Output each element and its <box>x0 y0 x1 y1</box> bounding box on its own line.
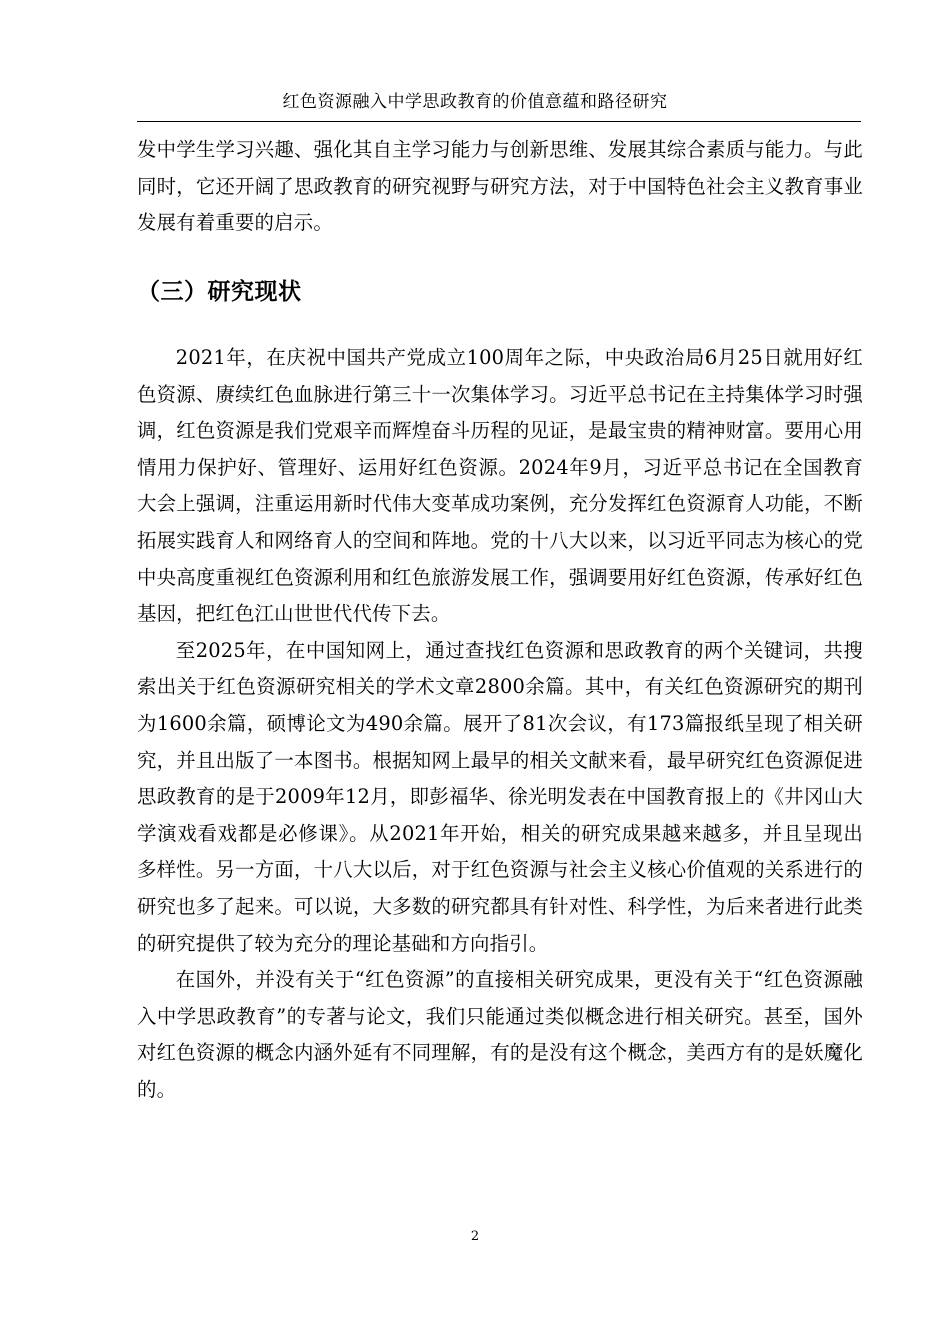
running-header-title: 红色资源融入中学思政教育的价值意蕴和路径研究 <box>282 92 668 112</box>
section-heading: （三）研究现状 <box>137 279 302 305</box>
header-divider <box>137 121 861 122</box>
paragraph-foreign-research: 在国外，并没有关于“红色资源”的直接相关研究成果，更没有关于“红色资源融入中学思政教育”的专著与论文，我们只能通过类似概念进行相关研究。甚至，国外对红色资源的概念内涵外延有不同理解，有的是没有这个概念，美西方有的是妖魔化的。 <box>137 968 863 1101</box>
section-body <box>137 340 863 1108</box>
paragraph-research-background: 2021年，在庆祝中国共产党成立100周年之际，中央政治局6月25日就用好红色资源、赓续红色血脉进行第三十一次集体学习。习近平总书记在主持集体学习时强调，红色资源是我们党艰辛而辉煌奋斗历程的见证，是最宝贵的精神财富。要用心用情用力保护好、管理好、运用好红色资源。2024年9月，习近平总书记在全国教育大会上强调，注重运用新时代伟大变革成功案例，充分发挥红色资源育人功能，不断拓展实践育人和网络育人的空间和阵地。党的十八大以来，以习近平同志为核心的党中央高度重视红色资源利用和红色旅游发展工作，强调要用好红色资源，传承好红色基因，把红色江山世世代代传下去。 <box>137 346 863 626</box>
continued-paragraph: 发中学生学习兴趣、强化其自主学习能力与创新思维、发展其综合素质与能力。与此同时，它还开阔了思政教育的研究视野与研究方法，对于中国特色社会主义教育事业发展有着重要的启示。 <box>137 138 863 235</box>
paragraph-domestic-research: 至2025年，在中国知网上，通过查找红色资源和思政教育的两个关键词，共搜索出关于红色资源研究相关的学术文章2800余篇。其中，有关红色资源研究的期刊为1600余篇，硕博论文为490余篇。展开了81次会议，有173篇报纸呈现了相关研究，并且出版了一本图书。根据知网上最早的相关文献来看，最早研究红色资源促进思政教育的是于2009年12月，即彭福华、徐光明发表在中国教育报上的《井冈山大学演戏看戏都是必修课》。从2021年开始，相关的研究成果越来越多，并且呈现出多样性。另一方面，十八大以后，对于红色资源与社会主义核心价值观的关系进行的研究也多了起来。可以说，大多数的研究都具有针对性、科学性，为后来者进行此类的研究提供了较为充分的理论基础和方向指引。 <box>137 638 863 955</box>
continued-text-block <box>137 132 863 242</box>
page-number: 2 <box>470 1229 480 1244</box>
